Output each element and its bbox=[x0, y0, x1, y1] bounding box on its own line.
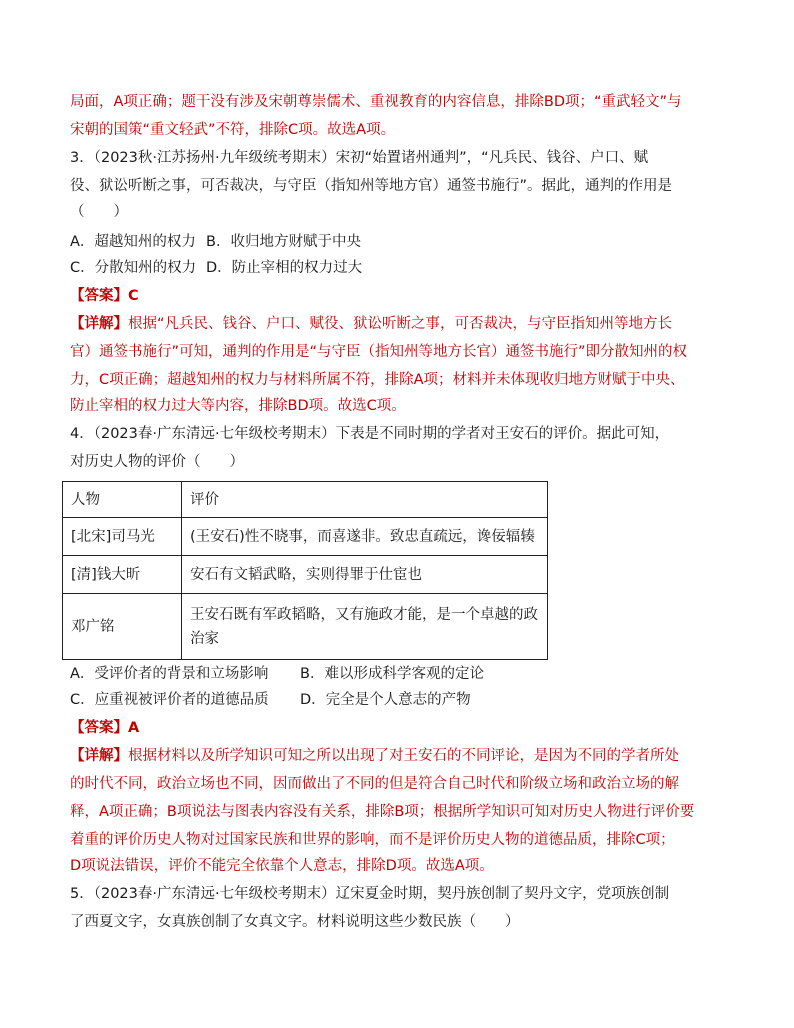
evaluation-line: 治家 bbox=[190, 630, 219, 647]
q4-answer bbox=[70, 718, 139, 738]
table-cell-evaluation: (王安石)性不晓事，而喜遂非。致忠直疏远，谗佞辐辏 bbox=[182, 518, 548, 556]
q4-detail-line: D项说法错误，评价不能完全依靠个人意志，排除D项。故选A项。 bbox=[70, 858, 494, 874]
question-3-stem: （ ） bbox=[70, 204, 128, 220]
table-row bbox=[63, 594, 548, 660]
answer-tag: 【答案】 bbox=[70, 288, 128, 304]
question-4-stem: 对历史人物的评价（ ） bbox=[70, 454, 244, 470]
q3-detail-line: 力，C项正确；超越知州的权力与材料所属不符，排除A项；材料并未体现收归地方财赋于中央、 bbox=[70, 372, 685, 388]
question-3-stem: 役、狱讼听断之事，可否裁决，与守臣（指知州等地方官）通签书施行”。据此，通判的作用是 bbox=[70, 178, 673, 194]
detail-text: 根据“凡兵民、钱谷、户口、赋役、狱讼听断之事，可否裁决，与守臣指知州等地方长 bbox=[128, 316, 673, 332]
table-cell-evaluation: 安石有文韬武略，实则得罪于仕宦也 bbox=[182, 556, 548, 594]
table-row bbox=[63, 556, 548, 594]
question-5-stem: 5．（2023春·广东清远·七年级校考期末）辽宋夏金时期，契丹族创制了契丹文字，党项族创制 bbox=[70, 886, 670, 902]
table-cell-person: 邓广铭 bbox=[63, 594, 182, 660]
q3-detail-line: 官）通签书施行”可知，通判的作用是“与守臣（指知州等地方长官）通签书施行”即分散知州的权 bbox=[70, 344, 688, 360]
q4-detail-line: 着重的评价历史人物对过国家民族和世界的影响，而不是评价历史人物的道德品质，排除C项； bbox=[70, 832, 675, 848]
table-cell-person: [北宋]司马光 bbox=[63, 518, 182, 556]
q3-detail-line: 防止宰相的权力过大等内容，排除BD项。故选C项。 bbox=[70, 398, 406, 414]
q3-answer bbox=[70, 286, 139, 306]
q4-option-b: B．难以形成科学客观的定论 bbox=[300, 666, 484, 682]
evaluation-table bbox=[62, 481, 548, 660]
evaluation-line: 王安石既有军政韬略，又有施政才能，是一个卓越的政 bbox=[190, 606, 538, 623]
q4-detail-line: 的时代不同，政治立场也不同，因而做出了不同的但是符合自己时代和阶级立场和政治立场的解 bbox=[70, 776, 679, 792]
detail-text: 根据材料以及所学知识可知之所以出现了对王安石的不同评论，是因为不同的学者所处 bbox=[128, 748, 679, 764]
q4-detail bbox=[70, 746, 679, 766]
q3-option-c: C．分散知州的权力 bbox=[70, 260, 197, 276]
question-4-stem: 4．（2023春·广东清远·七年级校考期末）下表是不同时期的学者对王安石的评价。据此可知， bbox=[70, 426, 670, 442]
table-header-evaluation: 评价 bbox=[182, 482, 548, 518]
explanation-line: 宋朝的国策“重文轻武”不符，排除C项。故选A项。 bbox=[70, 122, 396, 138]
table-row bbox=[63, 518, 548, 556]
question-5-stem: 了西夏文字，女真族创制了女真文字。材料说明这些少数民族（ ） bbox=[70, 914, 520, 930]
q3-option-b: B．收归地方财赋于中央 bbox=[206, 234, 361, 250]
detail-tag: 【详解】 bbox=[70, 748, 128, 764]
table-header-person: 人物 bbox=[63, 482, 182, 518]
q3-option-a: A．超越知州的权力 bbox=[70, 234, 196, 250]
table-cell-evaluation bbox=[182, 594, 548, 660]
q4-option-c: C．应重视被评价者的道德品质 bbox=[70, 692, 269, 708]
q3-option-d: D．防止宰相的权力过大 bbox=[206, 260, 363, 276]
q4-option-a: A．受评价者的背景和立场影响 bbox=[70, 666, 269, 682]
q4-detail-line: 释，A项正确；B项说法与图表内容没有关系，排除B项；根据所学知识可知对历史人物进行评价要 bbox=[70, 804, 695, 820]
table-header-row bbox=[63, 482, 548, 518]
answer-value: A bbox=[128, 720, 140, 736]
detail-tag: 【详解】 bbox=[70, 316, 128, 332]
q3-detail bbox=[70, 314, 672, 334]
q4-option-d: D．完全是个人意志的产物 bbox=[300, 692, 471, 708]
answer-value: C bbox=[128, 288, 139, 304]
table-cell-person: [清]钱大昕 bbox=[63, 556, 182, 594]
question-3-stem: 3．（2023秋·江苏扬州·九年级统考期末）宋初“始置诸州通判”，“凡兵民、钱谷、户口、赋 bbox=[70, 150, 649, 166]
answer-tag: 【答案】 bbox=[70, 720, 128, 736]
explanation-line: 局面，A项正确；题干没有涉及宋朝尊崇儒术、重视教育的内容信息，排除BD项；“重武轻文”与 bbox=[70, 94, 682, 110]
